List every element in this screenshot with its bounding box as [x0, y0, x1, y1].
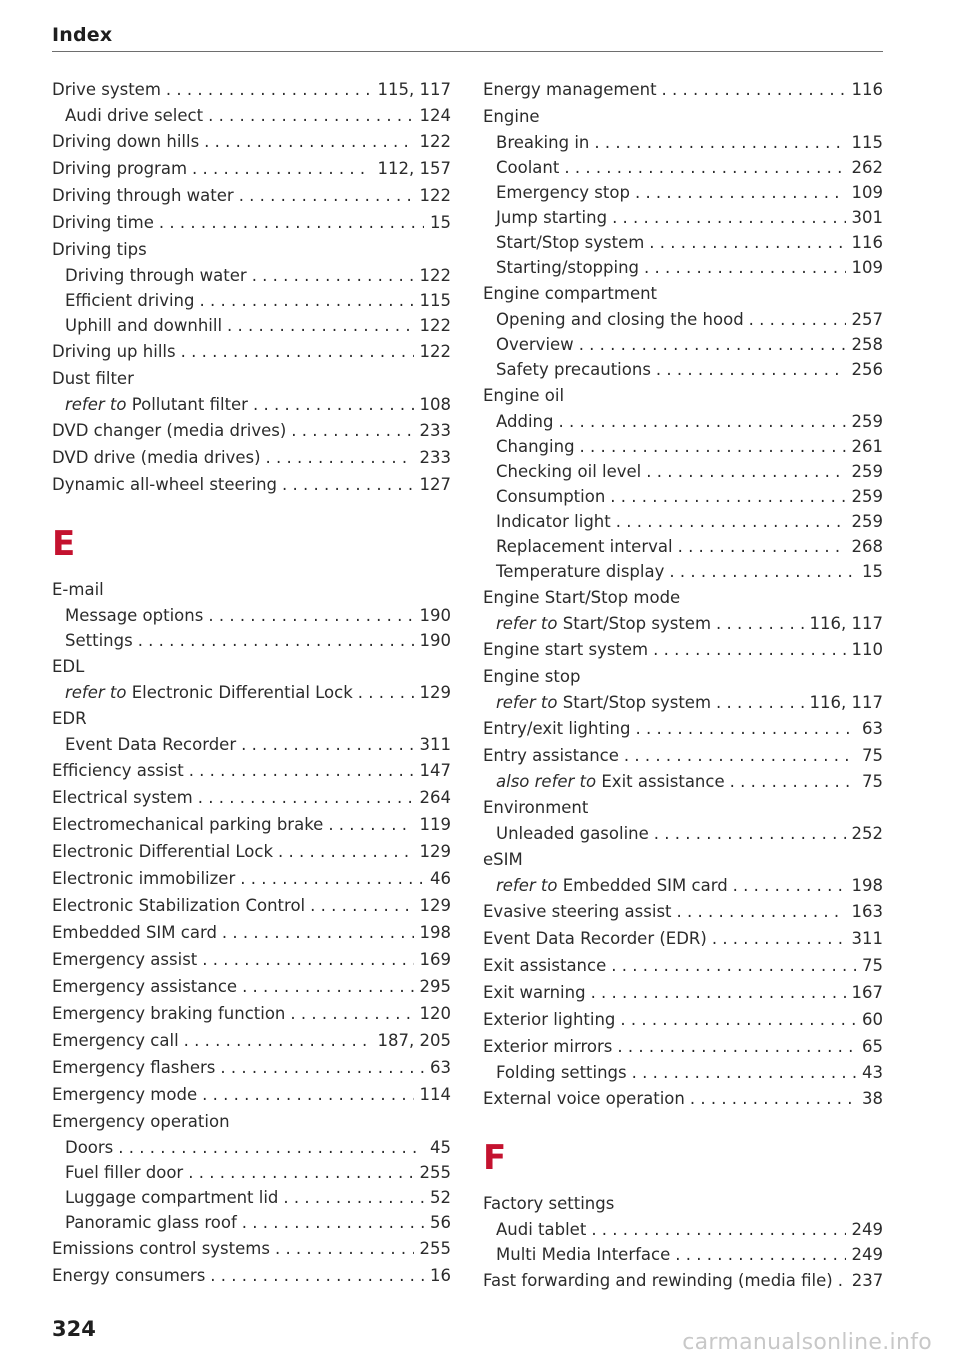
- index-subentry: Adding . . . 259: [483, 409, 883, 434]
- index-subentry: Audi drive select . . . 124: [52, 103, 451, 128]
- index-entry: Energy consumers . . . 16: [52, 1262, 451, 1289]
- index-subentry: Fuel filler door . . . 255: [52, 1160, 451, 1185]
- index-subentry: Emergency stop . . . 109: [483, 180, 883, 205]
- index-heading: E-mail: [52, 580, 104, 599]
- index-entry: Electromechanical parking brake . . . 119: [52, 811, 451, 838]
- index-entry: Emissions control systems . . . 255: [52, 1235, 451, 1262]
- index-subentry: Changing . . . 261: [483, 434, 883, 459]
- index-entry: Driving program . . . 112, 157: [52, 155, 451, 182]
- index-subentry: Audi tablet . . . 249: [483, 1217, 883, 1242]
- index-subentry: Overview . . . 258: [483, 332, 883, 357]
- index-entry: Exterior mirrors . . . 65: [483, 1033, 883, 1060]
- index-entry: DVD drive (media drives) . . . 233: [52, 444, 451, 471]
- index-subentry: Breaking in . . . 115: [483, 130, 883, 155]
- index-subentry: Replacement interval . . . 268: [483, 534, 883, 559]
- index-entry: External voice operation . . . 38: [483, 1085, 883, 1112]
- index-heading: Environment: [483, 798, 589, 817]
- index-entry: Electronic Differential Lock . . . 129: [52, 838, 451, 865]
- index-entry: Electrical system . . . 264: [52, 784, 451, 811]
- index-subentry: Folding settings . . . 43: [483, 1060, 883, 1085]
- index-heading: Emergency operation: [52, 1112, 230, 1131]
- index-entry: Efficiency assist . . . 147: [52, 757, 451, 784]
- index-entry: Engine start system . . . 110: [483, 636, 883, 663]
- watermark: carmanualsonline.info: [682, 1330, 932, 1355]
- index-entry: Emergency assist . . . 169: [52, 946, 451, 973]
- index-entry: Driving time . . . 15: [52, 209, 451, 236]
- index-subentry: Doors . . . 45: [52, 1135, 451, 1160]
- index-subentry: Efficient driving . . . 115: [52, 288, 451, 313]
- index-entry: Energy management . . . 116: [483, 76, 883, 103]
- index-entry: Drive system . . . 115, 117: [52, 76, 451, 103]
- index-reference: also refer to Exit assistance . . . 75: [483, 769, 883, 794]
- index-subentry: Driving through water . . . 122: [52, 263, 451, 288]
- index-heading: eSIM: [483, 850, 523, 869]
- index-heading: Dust filter: [52, 369, 134, 388]
- index-heading: Driving tips: [52, 240, 147, 259]
- index-column-right: [483, 76, 883, 1294]
- index-entry: Entry assistance . . . 75: [483, 742, 883, 769]
- index-entry: Emergency mode . . . 114: [52, 1081, 451, 1108]
- index-entry: Entry/exit lighting . . . 63: [483, 715, 883, 742]
- index-subentry: Jump starting . . . 301: [483, 205, 883, 230]
- index-subentry: Luggage compartment lid . . . 52: [52, 1185, 451, 1210]
- index-entry: Event Data Recorder (EDR) . . . 311: [483, 925, 883, 952]
- index-subentry: Settings . . . 190: [52, 628, 451, 653]
- index-heading: Engine oil: [483, 386, 565, 405]
- page-number: 324: [52, 1317, 96, 1341]
- index-heading: Engine compartment: [483, 284, 658, 303]
- section-letter-e: E: [52, 524, 76, 564]
- index-heading: Engine stop: [483, 667, 581, 686]
- index-reference: refer to Pollutant filter . . . 108: [52, 392, 451, 417]
- index-subentry: Starting/stopping . . . 109: [483, 255, 883, 280]
- index-entry: Exterior lighting . . . 60: [483, 1006, 883, 1033]
- index-heading: Engine Start/Stop mode: [483, 588, 681, 607]
- index-subentry: Panoramic glass roof . . . 56: [52, 1210, 451, 1235]
- index-entry: Dynamic all-wheel steering . . . 127: [52, 471, 451, 498]
- index-entry: Emergency assistance . . . 295: [52, 973, 451, 1000]
- index-subentry: Safety precautions . . . 256: [483, 357, 883, 382]
- index-reference: refer to Start/Stop system . . . 116, 117: [483, 611, 883, 636]
- index-entry: Exit warning . . . 167: [483, 979, 883, 1006]
- section-letter-f: F: [483, 1138, 507, 1178]
- index-reference: refer to Start/Stop system . . . 116, 117: [483, 690, 883, 715]
- index-entry: Driving down hills . . . 122: [52, 128, 451, 155]
- index-heading: Factory settings: [483, 1194, 615, 1213]
- index-entry: Embedded SIM card . . . 198: [52, 919, 451, 946]
- index-entry: Electronic immobilizer . . . 46: [52, 865, 451, 892]
- index-subentry: Coolant . . . 262: [483, 155, 883, 180]
- index-entry: Emergency flashers . . . 63: [52, 1054, 451, 1081]
- index-subentry: Opening and closing the hood . . . 257: [483, 307, 883, 332]
- index-heading: EDL: [52, 657, 85, 676]
- index-subentry: Message options . . . 190: [52, 603, 451, 628]
- index-subentry: Multi Media Interface . . . 249: [483, 1242, 883, 1267]
- index-subentry: Checking oil level . . . 259: [483, 459, 883, 484]
- index-entry: Exit assistance . . . 75: [483, 952, 883, 979]
- index-entry: Emergency braking function . . . 120: [52, 1000, 451, 1027]
- index-subentry: Indicator light . . . 259: [483, 509, 883, 534]
- index-subentry: Start/Stop system . . . 116: [483, 230, 883, 255]
- index-entry: Electronic Stabilization Control . . . 129: [52, 892, 451, 919]
- index-entry: Fast forwarding and rewinding (media file) . . . 237: [483, 1267, 883, 1294]
- page-title: Index: [52, 24, 113, 46]
- index-entry: Emergency call . . . 187, 205: [52, 1027, 451, 1054]
- index-subentry: Unleaded gasoline . . . 252: [483, 821, 883, 846]
- index-subentry: Event Data Recorder . . . 311: [52, 732, 451, 757]
- index-heading: Engine: [483, 107, 540, 126]
- index-subentry: Temperature display . . . 15: [483, 559, 883, 584]
- index-column-left: [52, 76, 451, 1289]
- index-entry: Driving through water . . . 122: [52, 182, 451, 209]
- index-entry: Driving up hills . . . 122: [52, 338, 451, 365]
- index-reference: refer to Electronic Differential Lock . . . 129: [52, 680, 451, 705]
- index-subentry: Consumption . . . 259: [483, 484, 883, 509]
- header-divider: [52, 51, 883, 52]
- index-subentry: Uphill and downhill . . . 122: [52, 313, 451, 338]
- index-entry: Evasive steering assist . . . 163: [483, 898, 883, 925]
- index-reference: refer to Embedded SIM card . . . 198: [483, 873, 883, 898]
- index-heading: EDR: [52, 709, 87, 728]
- index-entry: DVD changer (media drives) . . . 233: [52, 417, 451, 444]
